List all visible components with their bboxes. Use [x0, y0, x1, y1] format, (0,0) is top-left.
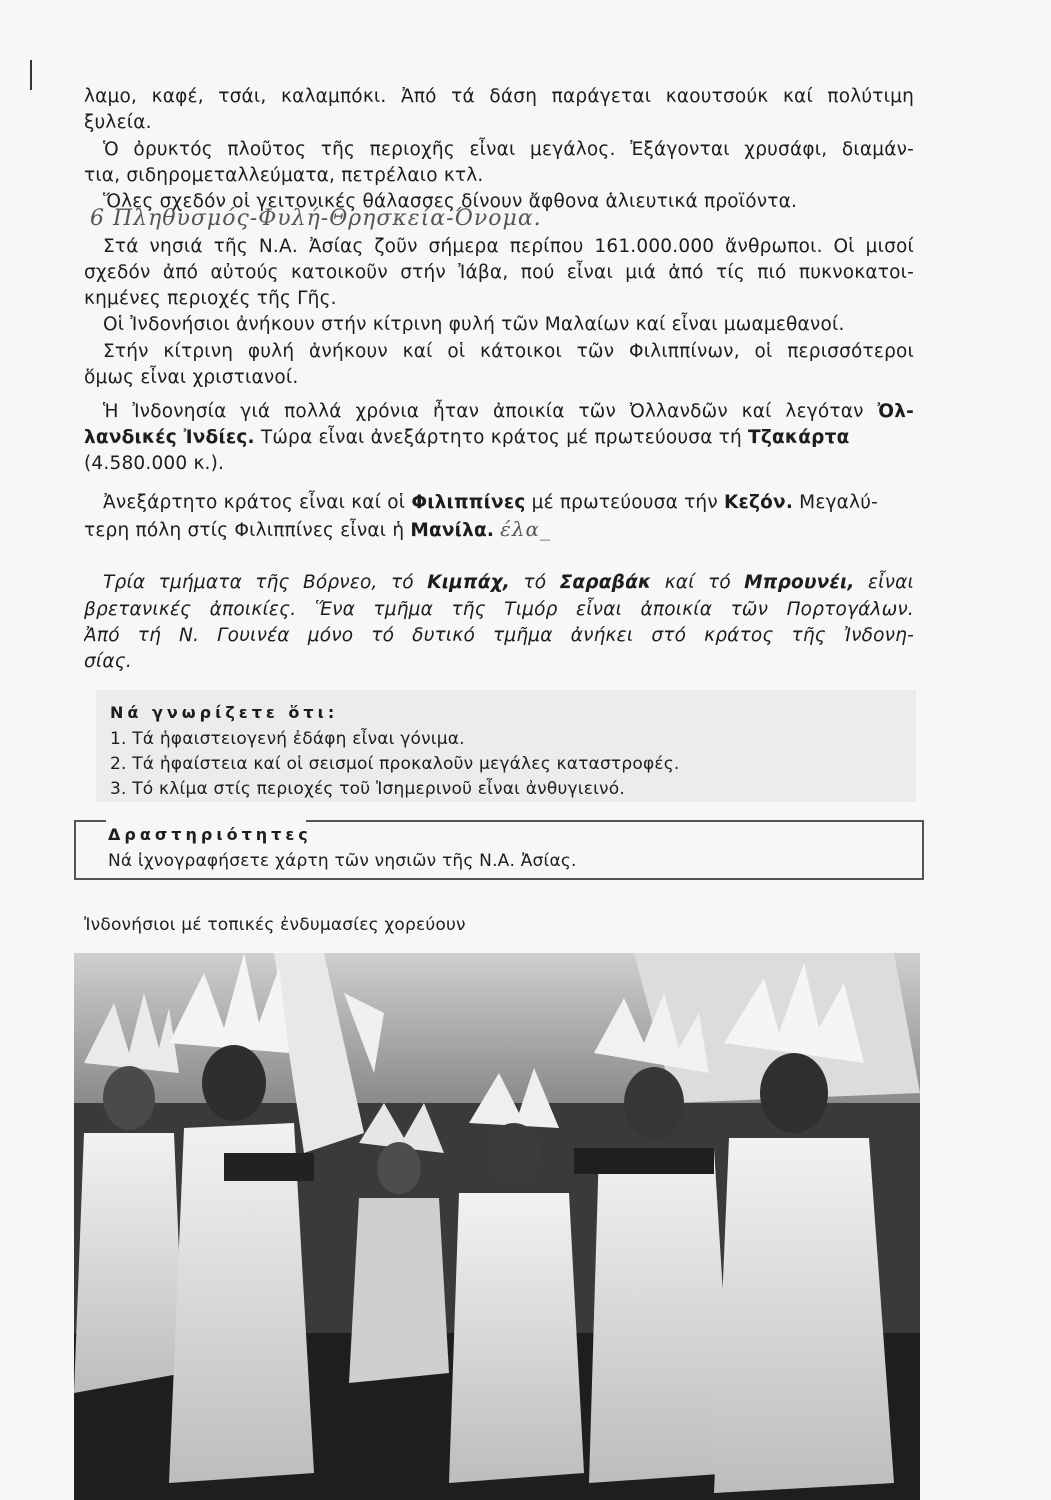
- text-segment: τερη πόλη στίς Φιλιππίνες εἶναι ἡ: [84, 520, 411, 541]
- know-item: 3. Τό κλίμα στίς περιοχές τοῦ Ἰσημερινοῦ εἶναι ἀνθυγιεινό.: [110, 779, 625, 799]
- paragraph-line: [84, 516, 914, 544]
- bold-term: Ὀλ-: [877, 401, 914, 422]
- margin-mark: [30, 60, 32, 90]
- text-segment: Τρία τμήματα τῆς Βόρνεο, τό: [103, 572, 428, 593]
- paragraph-line: λαμο, καφέ, τσάι, καλαμπόκι. Ἀπό τά δάση παράγεται καουτσούκ καί πολύτιμη: [84, 86, 914, 107]
- paragraph-line: Ὁ ὀρυκτός πλοῦτος τῆς περιοχῆς εἶναι μεγάλος. Ἐξάγονται χρυσάφι, διαμάν-: [103, 139, 914, 160]
- paragraph-line: [84, 425, 914, 451]
- bold-term: Μπρουνέι,: [744, 572, 855, 593]
- text-segment: Τώρα εἶναι ἀνεξάρτητο κράτος μέ πρωτεύουσα τή: [254, 427, 749, 448]
- bold-term: Κεζόν.: [723, 492, 794, 513]
- text-segment: εἶναι: [854, 572, 914, 593]
- bold-term: Φιλιππίνες: [411, 492, 526, 513]
- paragraph-line: Στήν κίτρινη φυλή ἀνήκουν καί οἱ κάτοικοι τῶν Φιλιππίνων, οἱ περισσότεροι: [103, 341, 914, 362]
- dancer-figure: [74, 993, 184, 1393]
- box-border: [306, 820, 922, 822]
- italic-line: σίας.: [84, 651, 132, 672]
- paragraph-line: [103, 490, 914, 516]
- know-item: 2. Τά ἡφαίστεια καί οἱ σεισμοί προκαλοῦν μεγάλες καταστροφές.: [110, 754, 680, 774]
- italic-line: [103, 570, 914, 596]
- activities-title: Δραστηριότητες: [108, 825, 312, 844]
- paragraph-line: τια, σιδηρομεταλλεύματα, πετρέλαιο κτλ.: [84, 165, 484, 186]
- paragraph-line: Στά νησιά τῆς Ν.Α. Ἀσίας ζοῦν σήμερα περίπου 161.000.000 ἄνθρωποι. Οἱ μισοί: [103, 236, 914, 257]
- text-segment: Μεγαλύ-: [793, 492, 878, 513]
- paragraph-line: κημένες περιοχές τῆς Γῆς.: [84, 288, 337, 309]
- paragraph-line: ὅμως εἶναι χριστιανοί.: [84, 367, 299, 388]
- paragraph-line: σχεδόν ἀπό αὐτούς κατοικοῦν στήν Ἰάβα, πού εἶναι μιά ἀπό τίς πιό πυκνοκατοι-: [84, 262, 914, 283]
- dancers-photo: [74, 953, 920, 1500]
- bold-term: Κιμπάχ,: [427, 572, 511, 593]
- paragraph-line: Ὅλες σχεδόν οἱ γειτονικές θάλασσες δίνουν ἄφθονα ἁλιευτικά προϊόντα.: [103, 191, 798, 212]
- handwritten-note: 6 Πληθυσμός-Φυλή-Θρησκεία-Όνομα.: [90, 206, 542, 231]
- text-segment: τό: [510, 572, 560, 593]
- photo-caption: Ἰνδονήσιοι μέ τοπικές ἐνδυμασίες χορεύουν: [84, 915, 466, 935]
- bold-term: Σαραβάκ: [559, 572, 652, 593]
- paragraph-line: Οἱ Ἰνδονήσιοι ἀνήκουν στήν κίτρινη φυλή τῶν Μαλαίων καί εἶναι μωαμεθανοί.: [103, 314, 845, 335]
- text-segment: Ἀνεξάρτητο κράτος εἶναι καί οἱ: [103, 492, 412, 513]
- paragraph-line: ξυλεία.: [84, 112, 152, 133]
- box-border: [76, 820, 106, 822]
- text-segment: μέ πρωτεύουσα τήν: [525, 492, 724, 513]
- italic-line: βρετανικές ἀποικίες. Ἕνα τμῆμα τῆς Τιμόρ εἶναι ἀποικία τῶν Πορτογάλων.: [84, 599, 914, 620]
- know-item: 1. Τά ἡφαιστειογενή ἐδάφη εἶναι γόνιμα.: [110, 729, 465, 749]
- text-segment: Ἡ Ἰνδονησία γιά πολλά χρόνια ἦταν ἀποικία τῶν Ὀλλανδῶν καί λεγόταν: [103, 401, 864, 422]
- bold-term: Τζακάρτα: [748, 427, 850, 448]
- dancers-photo-drawing: [74, 953, 920, 1500]
- italic-line: Ἀπό τή Ν. Γουινέα μόνο τό δυτικό τμῆμα ἀνήκει στό κράτος τῆς Ἰνδονη-: [84, 625, 914, 646]
- bold-term: λανδικές Ἰνδίες.: [84, 427, 255, 448]
- text-segment: καί τό: [651, 572, 745, 593]
- bold-term: Μανίλα.: [410, 520, 495, 541]
- know-box-title: Νά γνωρίζετε ὅτι:: [110, 703, 339, 722]
- handwritten-note: έλα_: [500, 517, 552, 541]
- paragraph-line: [103, 399, 914, 425]
- paragraph-line: (4.580.000 κ.).: [84, 453, 225, 474]
- activities-text: Νά ἰχνογραφήσετε χάρτη τῶν νησιῶν τῆς Ν.Α. Ἀσίας.: [108, 851, 577, 871]
